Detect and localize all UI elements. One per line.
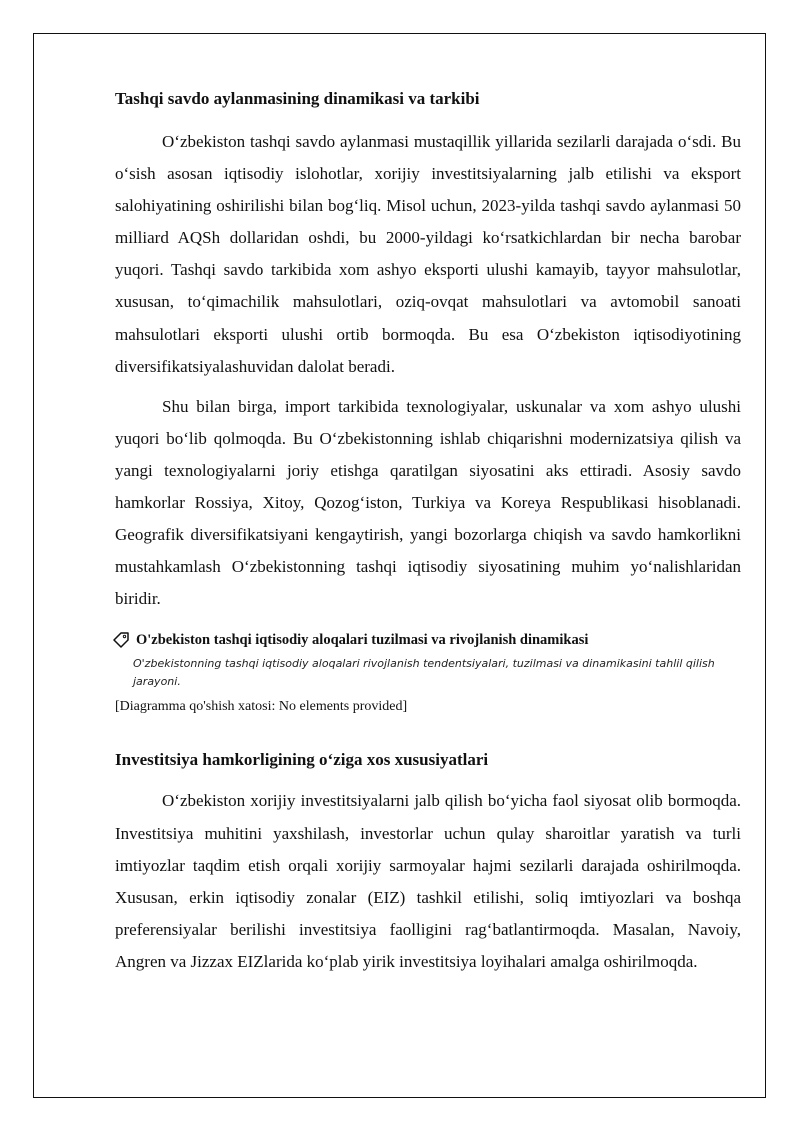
spacer — [115, 717, 741, 745]
tag-icon — [112, 631, 130, 649]
paragraph-investment-policy: O‘zbekiston xorijiy investitsiyalarni jalb qilish bo‘yicha faol siyosat olib bormoqda. Investitsiya muhitini yaxshilash, investorlar uchun qulay sharoitlar yaratish va turli imtiyozlar taqdim etish orqali xorijiy sarmoyalar hajmi sezilarli darajada oshirilmoqda. Xususan, erkin iqtisodiy zonalar (EIZ) tashkil etilishi, soliq imtiyozlari va boshqa preferensiyalar berilishi investitsiya faolligini rag‘batlantirmoqda. Masalan, Navoiy, Angren va Jizzax EIZlarida ko‘plab yirik investitsiya loyihalari amalga oshirilmoqda. — [115, 791, 741, 971]
paragraph-import-structure: Shu bilan birga, import tarkibida texnologiyalar, uskunalar va xom ashyo ulushi yuqori bo‘lib qolmoqda. Bu O‘zbekistonning ishlab chiqarishni modernizatsiya qilish va yangi texnologiyalarni joriy etishga qaratilgan siyosatini aks ettiradi. Asosiy savdo hamkorlar Rossiya, Xitoy, Qozog‘iston, Turkiya va Koreya Respublikasi hisoblanadi. Geografik diversifikatsiyani kengaytirish, yangi bozorlarga chiqish va savdo hamkorlikni mustahkamlash O‘zbekistonning tashqi iqtisodiy siyosatining muhim yo‘nalishlaridan biridir. — [115, 396, 741, 609]
document-body — [115, 84, 741, 978]
section-heading-investment: Investitsiya hamkorligining o‘ziga xos xususiyatlari — [115, 750, 489, 770]
paragraph-trade-dynamics: O‘zbekiston tashqi savdo aylanmasi mustaqillik yillarida sezilarli darajada o‘sdi. Bu o‘sish asosan iqtisodiy islohotlar, xorijiy investitsiyalarning jalb etilishi va eksport salohiyatining oshirilishi bilan bog‘liq. Misol uchun, 2023-yilda tashqi savdo aylanmasi 50 milliard AQSh dollaridan oshdi, bu 2000-yildagi ko‘rsatkichlardan bir necha barobar yuqori. Tashqi savdo tarkibida xom ashyo eksporti ulushi kamayib, tayyor mahsulotlar, xususan, to‘qimachilik mahsulotlari, oziq-ovqat mahsulotlari va avtomobil sanoati mahsulotlari eksporti ulushi ortib bormoqda. Bu esa O‘zbekiston iqtisodiyotining diversifikatsiyalashuvidan dalolat beradi. — [115, 132, 741, 376]
figure-title — [112, 629, 741, 651]
section-heading-trade: Tashqi savdo aylanmasining dinamikasi va tarkibi — [115, 89, 480, 108]
diagram-error-message: [Diagramma qo'shish xatosi: No elements provided] — [115, 699, 408, 715]
figure-title-text: O'zbekiston tashqi iqtisodiy aloqalari tuzilmasi va rivojlanish dinamikasi — [136, 632, 589, 649]
figure-caption: O'zbekistonning tashqi iqtisodiy aloqalari rivojlanish tendentsiyalari, tuzilmasi va dinamikasini tahlil qilish jarayoni. — [133, 657, 715, 689]
